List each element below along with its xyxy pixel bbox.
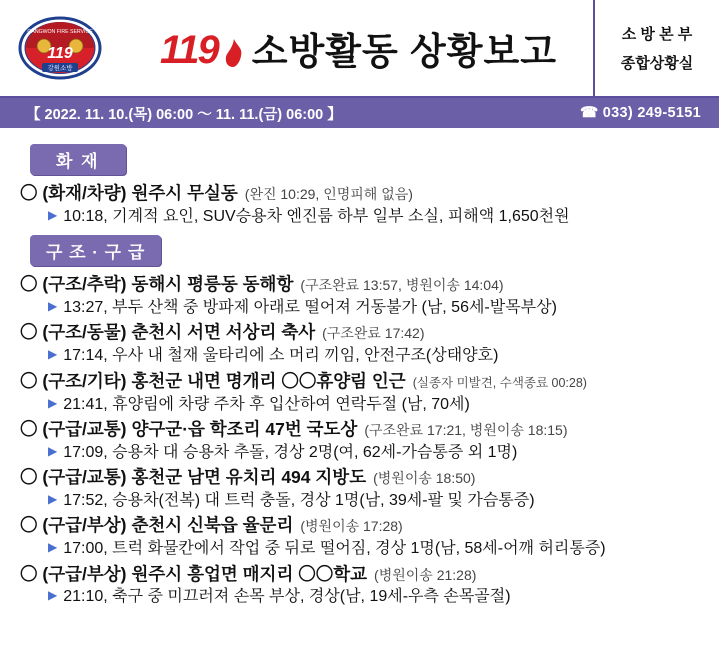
incident-place: 원주시 흥업면 매지리 〇〇학교	[131, 563, 368, 584]
triangle-bullet-icon: ▶	[48, 588, 58, 603]
emblem-container	[0, 0, 120, 96]
triangle-bullet-icon: ▶	[48, 207, 58, 222]
svg-text:강원소방: 강원소방	[47, 65, 73, 72]
incident-item	[16, 417, 707, 464]
incident-headline	[16, 465, 707, 490]
incident-headline	[16, 417, 707, 442]
incident-detail: 21:41, 휴양림에 차량 주차 후 입산하여 연락두절 (남, 70세)	[63, 395, 470, 413]
incident-detail-line	[16, 206, 707, 228]
incident-category: 〇 (구급/교통)	[20, 418, 127, 439]
incident-place: 동해시 평릉동 동해항	[131, 274, 294, 295]
incident-item	[16, 513, 707, 560]
incident-headline	[16, 562, 707, 587]
incident-place: 원주시 무실동	[131, 183, 238, 203]
incident-detail-line	[16, 394, 707, 416]
incident-item	[16, 272, 707, 319]
incident-place: 춘천시 신북읍 율문리	[131, 515, 294, 536]
incident-item	[16, 562, 707, 609]
incident-status: (병원이송 17:28)	[300, 518, 403, 535]
triangle-bullet-icon: ▶	[48, 395, 58, 410]
incident-category: 〇 (구조/기타)	[20, 370, 127, 391]
incident-status: (완진 10:29, 인명피해 없음)	[244, 186, 413, 202]
incident-detail: 17:14, 우사 내 철재 울타리에 소 머리 끼임, 안전구조(상태양호)	[63, 347, 499, 365]
incident-detail: 17:09, 승용차 대 승용차 추돌, 경상 2명(여, 62세-가슴통증 외 1명)	[63, 443, 518, 461]
incident-item	[16, 369, 707, 416]
gangwon-fire-emblem-icon	[18, 16, 102, 80]
incident-detail-line	[16, 538, 707, 560]
contact-phone: ☎ 033) 249-5151	[580, 105, 701, 121]
incident-category: 〇 (구급/교통)	[20, 467, 127, 488]
logo-119: 119	[160, 28, 218, 72]
incident-detail: 21:10, 축구 중 미끄러져 손목 부상, 경상(남, 19세-우측 손목골절)	[63, 588, 511, 606]
incident-item	[16, 465, 707, 512]
flame-icon	[224, 39, 242, 65]
incident-status: (구조완료 13:57, 병원이송 14:04)	[300, 277, 504, 294]
incident-detail-line	[16, 586, 707, 608]
report-period: 【 2022. 11. 10.(목) 06:00 ～ 11. 11.(금) 06:00 】	[26, 106, 342, 123]
section-rescue	[16, 229, 707, 609]
period-bar	[0, 98, 719, 128]
incident-item	[16, 181, 707, 228]
incident-place: 홍천군 내면 명개리 〇〇휴양림 인근	[131, 370, 406, 391]
incident-place: 양구군·읍 학조리 47번 국도상	[131, 418, 358, 439]
section-fire	[16, 138, 707, 228]
incident-category: 〇 (구조/추락)	[20, 274, 127, 295]
incident-place: 춘천시 서면 서상리 축사	[131, 322, 316, 343]
triangle-bullet-icon: ▶	[48, 492, 58, 507]
triangle-bullet-icon: ▶	[48, 299, 58, 314]
incident-category: 〇 (구조/동물)	[20, 322, 127, 343]
page-title: 소방활동 상황보고	[251, 31, 557, 72]
incident-category: 〇 (구급/부상)	[20, 515, 127, 536]
hq-line-2: 종합상황실	[620, 55, 694, 72]
incident-status: (실종자 미발견, 수색종료 00:28)	[412, 375, 587, 390]
incident-headline	[16, 272, 707, 297]
headquarters-box	[593, 0, 719, 96]
incident-detail: 10:18, 기계적 요인, SUV승용차 엔진룸 하부 일부 소실, 피해액 1,650천원	[63, 207, 570, 225]
incident-headline	[16, 181, 707, 206]
incident-status: (병원이송 18:50)	[373, 470, 476, 487]
incident-detail-line	[16, 345, 707, 367]
incident-detail: 17:52, 승용차(전복) 대 트럭 충돌, 경상 1명(남, 39세-팔 및 가슴통증)	[63, 492, 535, 510]
svg-text:119: 119	[47, 45, 73, 62]
incident-headline	[16, 513, 707, 538]
incident-category: 〇 (구급/부상)	[20, 563, 127, 584]
svg-text:GANGWON FIRE SERVICE: GANGWON FIRE SERVICE	[27, 29, 93, 35]
incident-status: (구조완료 17:42)	[322, 325, 425, 342]
report-body	[0, 128, 719, 609]
incident-place: 홍천군 남면 유치리 494 지방도	[131, 467, 367, 488]
incident-status: (구조완료 17:21, 병원이송 18:15)	[364, 421, 568, 438]
incident-headline	[16, 369, 707, 394]
incident-detail-line	[16, 297, 707, 319]
incident-detail-line	[16, 490, 707, 512]
title-container	[120, 0, 593, 96]
incident-item	[16, 320, 707, 367]
triangle-bullet-icon: ▶	[48, 540, 58, 555]
incident-detail: 13:27, 부두 산책 중 방파제 아래로 떨어져 거동불가 (남, 56세-발목부상)	[63, 299, 557, 317]
incident-headline	[16, 320, 707, 345]
hq-line-1: 소 방 본 부	[621, 26, 693, 43]
incident-detail-line	[16, 442, 707, 464]
incident-category: 〇 (화재/차량)	[20, 183, 127, 203]
section-title-rescue: 구 조 · 구 급	[30, 235, 161, 266]
section-title-fire: 화 재	[30, 144, 126, 175]
incident-status: (병원이송 21:28)	[374, 566, 477, 583]
incident-detail: 17:00, 트럭 화물칸에서 작업 중 뒤로 떨어짐, 경상 1명(남, 58세-어깨 허리통증)	[63, 540, 606, 558]
report-header	[0, 0, 719, 98]
triangle-bullet-icon: ▶	[48, 443, 58, 458]
triangle-bullet-icon: ▶	[48, 347, 58, 362]
